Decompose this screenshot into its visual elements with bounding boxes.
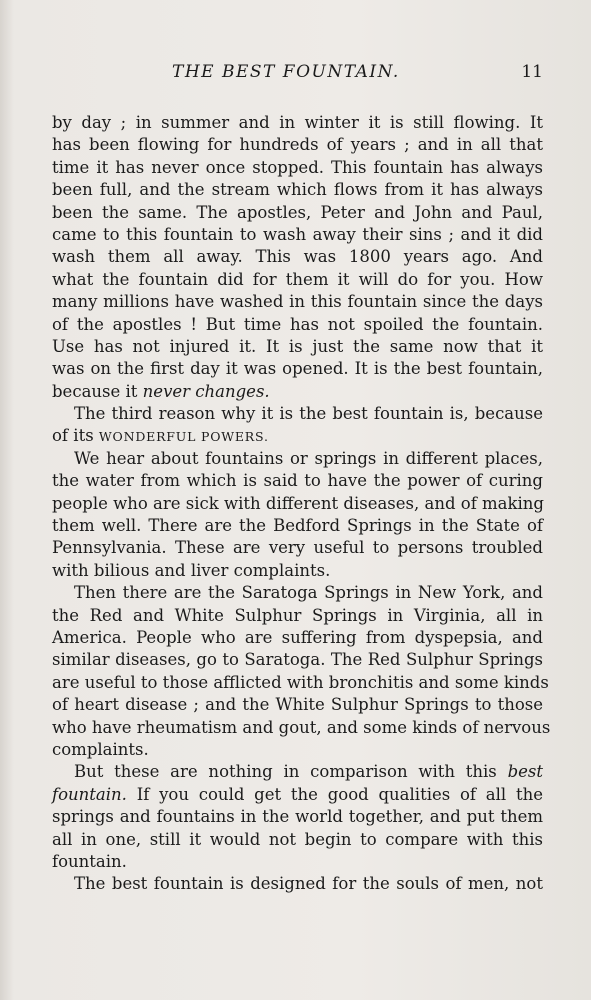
small-caps-text: WONDERFUL POWERS. bbox=[98, 429, 269, 445]
text-span: If you could get the good qualities of all the bbox=[126, 784, 543, 804]
text-span: of its bbox=[52, 426, 99, 446]
text-span: because it bbox=[52, 381, 143, 401]
text-line: the Red and White Sulphur Springs in Virginia, all in bbox=[52, 605, 543, 625]
text-line: complaints. bbox=[52, 739, 149, 759]
text-line bbox=[52, 381, 543, 403]
text-line: are useful to those afflicted with bronchitis and some kinds bbox=[52, 672, 549, 692]
paragraph-start-line: We hear about fountains or springs in different places, bbox=[74, 448, 543, 468]
text-line: many millions have washed in this fountain since the days bbox=[52, 292, 543, 312]
running-title: THE BEST FOUNTAIN. bbox=[172, 62, 400, 82]
page-header bbox=[52, 62, 543, 84]
emphasis-text: fountain. bbox=[52, 784, 127, 804]
text-line: springs and fountains in the world together, and put them bbox=[52, 807, 543, 827]
body-text bbox=[52, 112, 551, 896]
text-line: been the same. The apostles, Peter and John and Paul, bbox=[52, 202, 543, 222]
text-line: similar diseases, go to Saratoga. The Red Sulphur Springs bbox=[52, 650, 543, 670]
paragraph-start-line: The best fountain is designed for the souls of men, not bbox=[74, 874, 543, 894]
text-line: people who are sick with different diseases, and of making bbox=[52, 493, 544, 513]
text-line: of heart disease ; and the White Sulphur Springs to those bbox=[52, 695, 543, 715]
text-line: Use has not injured it. It is just the same now that it bbox=[52, 336, 543, 356]
emphasis-text: best bbox=[507, 762, 543, 782]
text-line: Pennsylvania. These are very useful to persons troubled bbox=[52, 538, 543, 558]
text-line: with bilious and liver complaints. bbox=[52, 560, 331, 580]
text-line: of the apostles ! But time has not spoiled the fountain. bbox=[52, 314, 543, 334]
text-line: what the fountain did for them it will do for you. How bbox=[52, 269, 543, 289]
text-line: the water from which is said to have the power of curing bbox=[52, 471, 543, 491]
text-line: wash them all away. This was 1800 years ago. And bbox=[52, 247, 543, 267]
paragraph-start-line: The third reason why it is the best fountain is, because bbox=[74, 404, 543, 424]
text-line: them well. There are the Bedford Springs in the State of bbox=[52, 516, 543, 536]
text-line: has been flowing for hundreds of years ; and in all that bbox=[52, 135, 543, 155]
text-line bbox=[52, 425, 543, 447]
text-line: who have rheumatism and gout, and some kinds of nervous bbox=[52, 717, 551, 737]
paragraph-start-line bbox=[52, 761, 543, 783]
text-line: all in one, still it would not begin to compare with this bbox=[52, 829, 543, 849]
text-line: America. People who are suffering from dyspepsia, and bbox=[52, 627, 543, 647]
text-span: But these are nothing in comparison with this bbox=[74, 762, 508, 782]
text-line: time it has never once stopped. This fountain has always bbox=[52, 157, 543, 177]
paragraph-start-line: Then there are the Saratoga Springs in New York, and bbox=[74, 583, 543, 603]
text-line: by day ; in summer and in winter it is still flowing. It bbox=[52, 113, 543, 132]
text-line: been full, and the stream which flows from it has always bbox=[52, 180, 543, 200]
text-line bbox=[52, 784, 543, 806]
emphasis-text: never changes. bbox=[142, 381, 270, 401]
page-number: 11 bbox=[521, 62, 543, 82]
text-line: was on the first day it was opened. It is the best fountain, bbox=[52, 359, 543, 379]
text-line: came to this fountain to wash away their sins ; and it did bbox=[52, 224, 543, 244]
text-line: fountain. bbox=[52, 851, 127, 871]
